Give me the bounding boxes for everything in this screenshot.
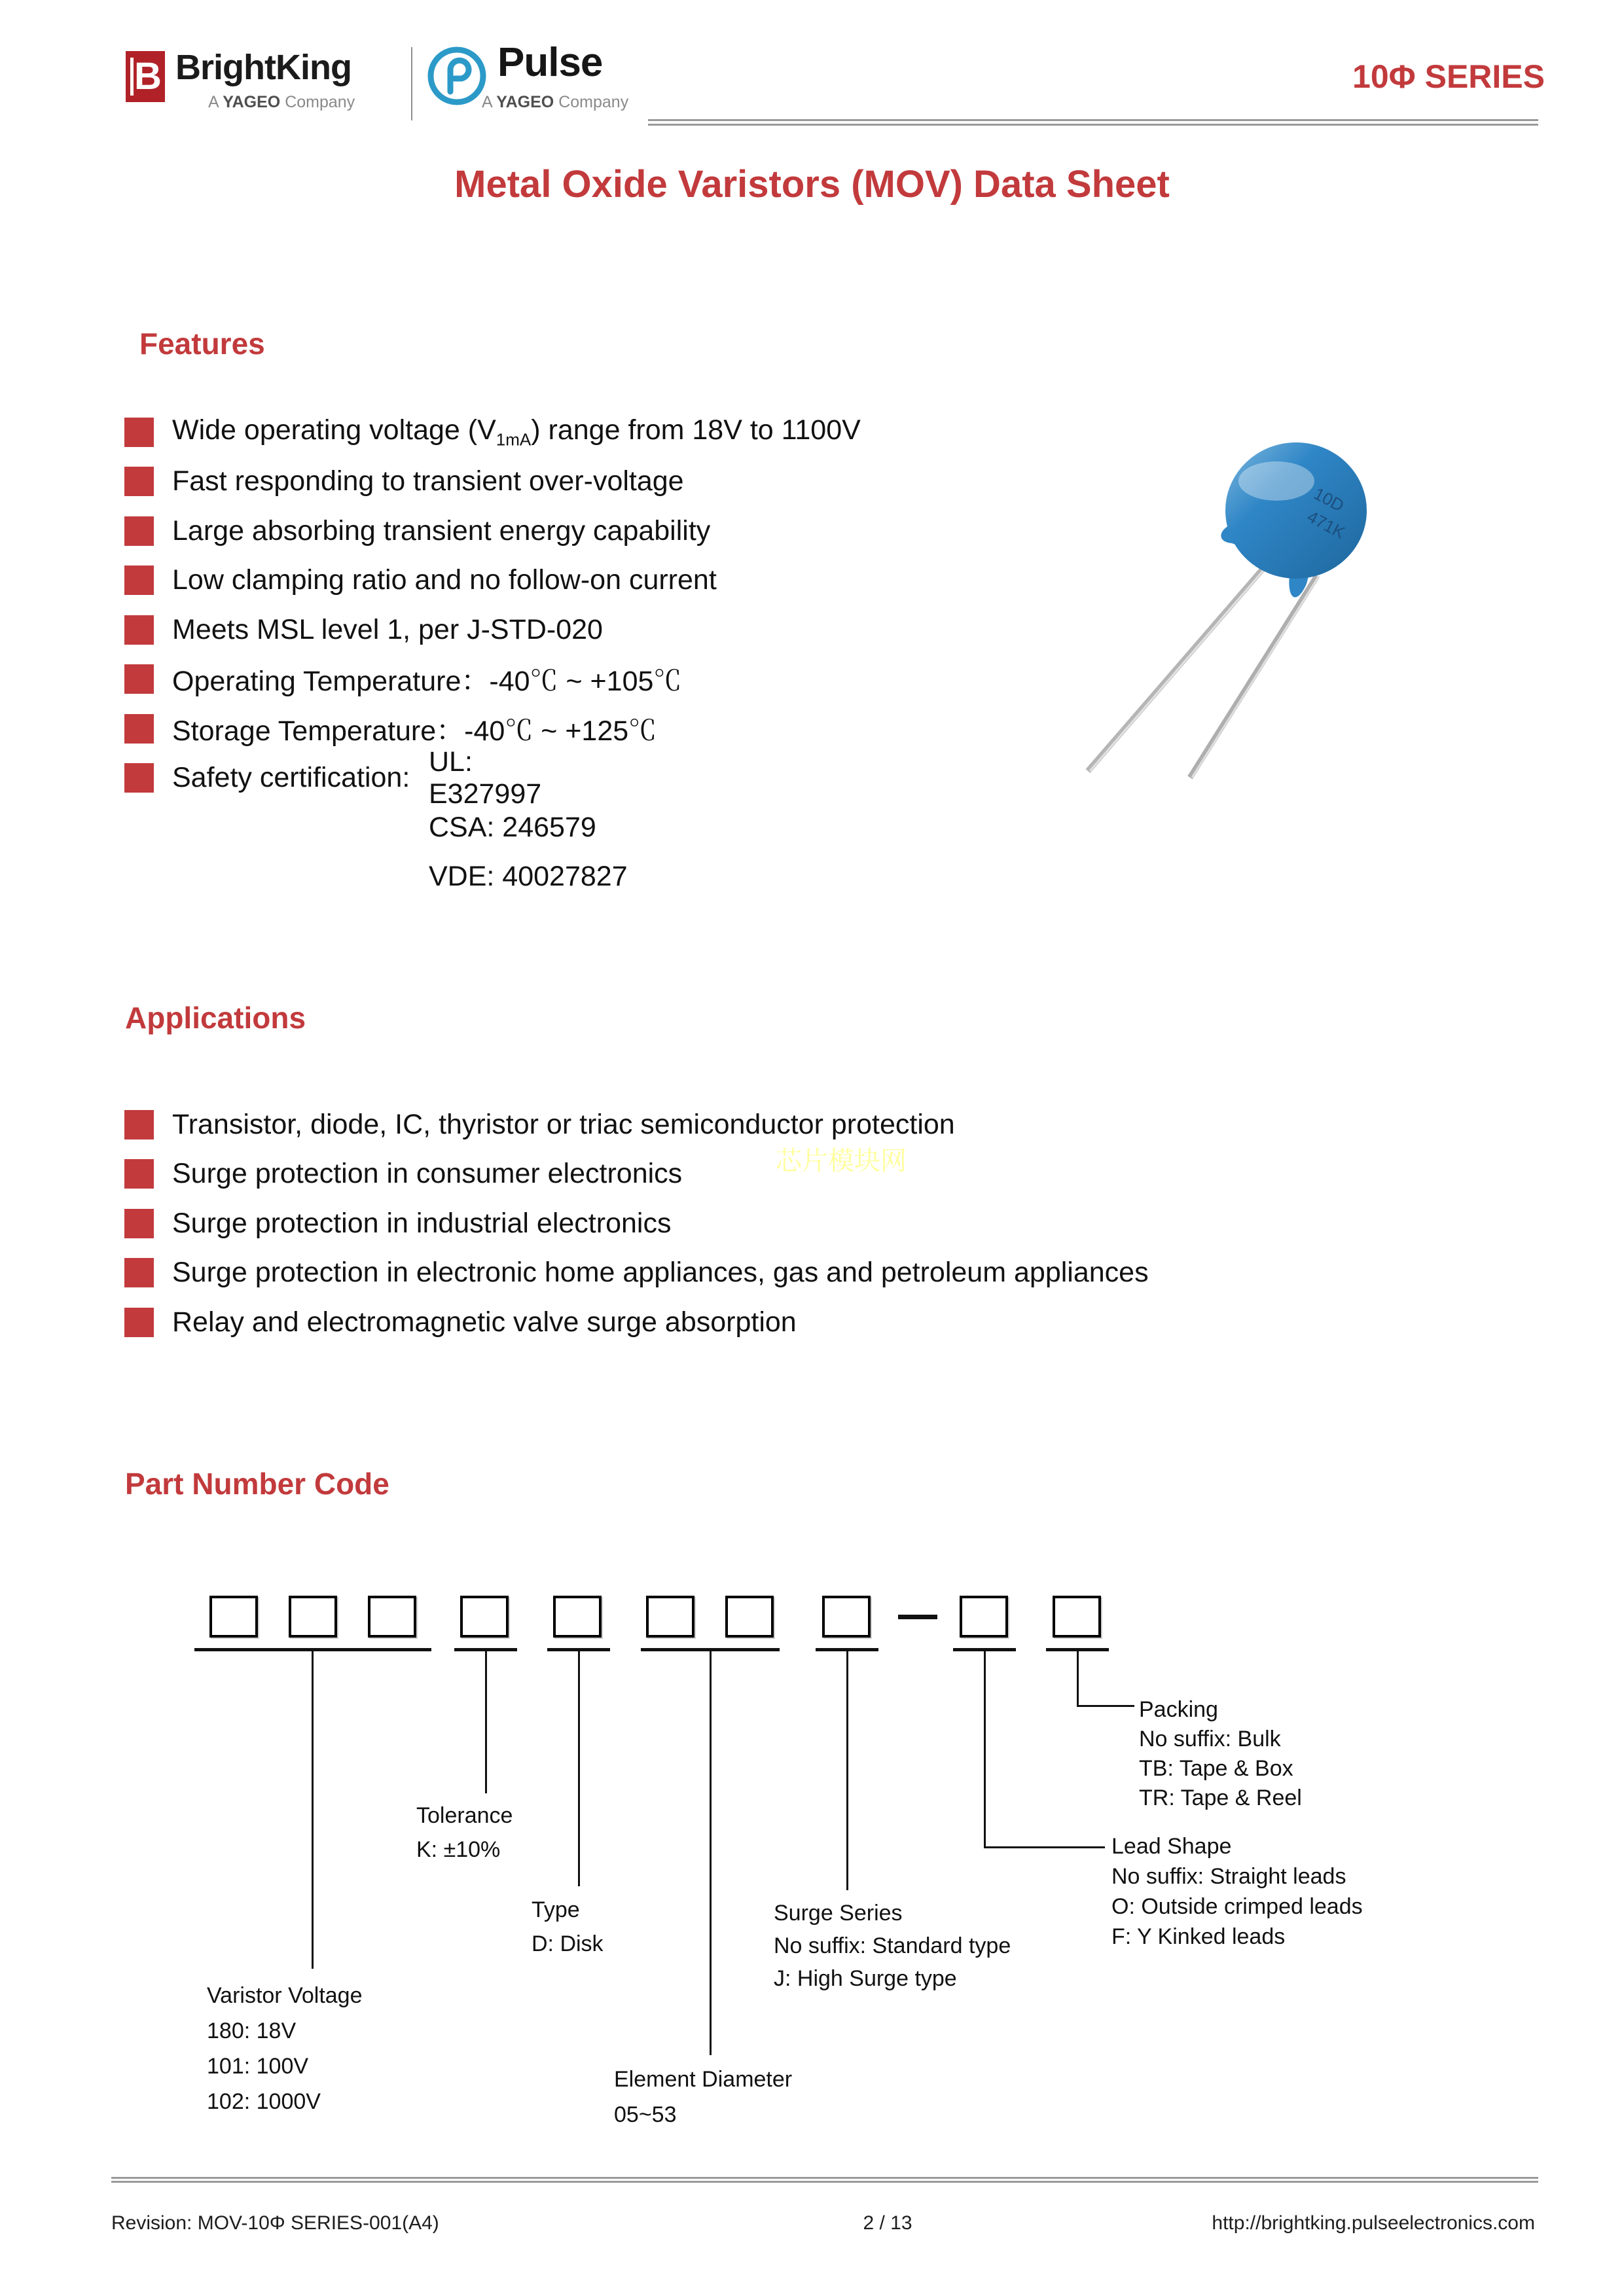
feature-item — [124, 506, 710, 556]
bullet-square-icon — [124, 763, 154, 793]
bullet-square-icon — [124, 714, 154, 744]
bullet-square-icon — [124, 516, 154, 546]
feature-text: Meets MSL level 1, per J-STD-020 — [172, 613, 603, 645]
feature-text: Low clamping ratio and no follow-on current — [172, 564, 717, 596]
feature-text: Safety certification: — [172, 762, 410, 793]
connector-line — [485, 1651, 487, 1793]
label-tolerance-line: Tolerance — [416, 1803, 513, 1828]
footer-url[interactable]: http://brightking.pulseelectronics.com — [1212, 2212, 1535, 2234]
connector-line — [710, 1651, 712, 2055]
label-element-diameter-line: Element Diameter — [614, 2067, 793, 2092]
feature-item — [124, 605, 603, 655]
label-varistor-voltage-line: 101: 100V — [207, 2054, 309, 2079]
feature-item — [124, 655, 681, 704]
connector-elbow — [1077, 1705, 1134, 1707]
label-element-diameter-line: 05~53 — [614, 2102, 677, 2127]
application-text: Surge protection in electronic home appliances, gas and petroleum appliances — [172, 1257, 1149, 1288]
certification-value: UL: E327997 — [429, 745, 542, 810]
bullet-square-icon — [124, 565, 154, 595]
header-divider — [411, 47, 412, 120]
feature-text: Storage Temperature：-40℃ ~ +125℃ — [172, 715, 657, 747]
connector-line — [312, 1651, 314, 1969]
label-surge-series-line: J: High Surge type — [774, 1966, 957, 1991]
bullet-square-icon — [124, 1209, 154, 1238]
label-lead-shape-line: F: Y Kinked leads — [1111, 1924, 1286, 1949]
part-number-digit-box — [822, 1596, 871, 1638]
tagline-pre: A — [482, 93, 497, 111]
label-packing-line: TB: Tape & Box — [1139, 1756, 1293, 1781]
label-lead-shape-line: Lead Shape — [1111, 1834, 1232, 1859]
part-number-dash — [898, 1615, 937, 1619]
label-varistor-voltage-line: Varistor Voltage — [207, 1983, 363, 2008]
label-tolerance-line: K: ±10% — [416, 1837, 501, 1862]
footer-revision: Revision: MOV-10Φ SERIES-001(A4) — [111, 2212, 439, 2234]
label-varistor-voltage-line: 180: 18V — [207, 2018, 297, 2043]
label-lead-shape-line: No suffix: Straight leads — [1111, 1864, 1346, 1889]
logo-letter: B — [134, 55, 162, 98]
feature-item — [124, 457, 684, 507]
application-text: Transistor, diode, IC, thyristor or triac semiconductor protection — [172, 1108, 955, 1140]
application-item — [124, 1149, 682, 1199]
pulse-tagline — [482, 93, 628, 112]
label-tolerance — [416, 1799, 513, 1867]
pulse-brand-name: Pulse — [497, 40, 603, 85]
label-type-line: Type — [532, 1897, 580, 1922]
part-number-digit-box — [646, 1596, 695, 1638]
application-text: Surge protection in industrial electronics — [172, 1207, 672, 1239]
bullet-square-icon — [124, 1110, 154, 1139]
label-lead-shape — [1111, 1831, 1363, 1952]
label-surge-series-line: Surge Series — [774, 1901, 903, 1926]
connector-line — [578, 1651, 580, 1886]
tagline-bold: YAGEO — [223, 93, 281, 111]
bullet-square-icon — [124, 1159, 154, 1189]
applications-heading: Applications — [125, 1001, 306, 1035]
tagline-bold: YAGEO — [496, 93, 554, 111]
feature-text: Large absorbing transient energy capability — [172, 514, 711, 547]
part-number-digit-box — [368, 1596, 416, 1638]
feature-text: Operating Temperature：-40℃ ~ +105℃ — [172, 666, 682, 697]
label-lead-shape-line: O: Outside crimped leads — [1111, 1894, 1363, 1919]
subscript: 1mA — [496, 429, 532, 450]
feature-item — [124, 745, 542, 810]
bullet-square-icon — [124, 467, 154, 496]
application-text: Relay and electromagnetic valve surge absorption — [172, 1306, 797, 1338]
label-packing-line: Packing — [1139, 1697, 1218, 1722]
label-surge-series-line: No suffix: Standard type — [774, 1933, 1011, 1958]
feature-item — [124, 556, 717, 605]
bullet-square-icon — [124, 418, 154, 447]
label-varistor-voltage-line: 102: 1000V — [207, 2089, 321, 2114]
footer-rule — [111, 2177, 1538, 2183]
bullet-square-icon — [124, 1308, 154, 1337]
header-rule — [648, 119, 1538, 126]
part-number-digit-box — [553, 1596, 602, 1638]
label-packing-line: No suffix: Bulk — [1139, 1727, 1281, 1751]
part-number-digit-box — [725, 1596, 774, 1638]
bullet-square-icon — [124, 1258, 154, 1287]
watermark-text: 芯片模块网 — [776, 1147, 907, 1175]
label-packing — [1139, 1695, 1302, 1813]
page-title: Metal Oxide Varistors (MOV) Data Sheet — [454, 163, 1170, 206]
varistor-photo — [1060, 412, 1381, 795]
svg-text:471K: 471K — [1304, 506, 1348, 543]
part-number-digit-box — [1053, 1596, 1101, 1638]
tagline-post: Company — [280, 93, 355, 111]
label-type-line: D: Disk — [532, 1931, 604, 1956]
label-varistor-voltage — [207, 1978, 363, 2119]
part-number-digit-box — [460, 1596, 509, 1638]
feature-text: Fast responding to transient over-voltage — [172, 465, 684, 497]
certification-value: VDE: 40027827 — [429, 861, 628, 892]
varistor-svg — [1060, 412, 1381, 792]
feature-item — [124, 407, 861, 457]
connector-line — [984, 1651, 986, 1848]
connector-elbow — [984, 1846, 1105, 1848]
label-surge-series — [774, 1897, 1011, 1995]
application-item — [124, 1198, 671, 1248]
pulse-icon-svg — [425, 45, 488, 107]
part-number-digit-box — [960, 1596, 1008, 1638]
application-item — [124, 1248, 1149, 1298]
label-packing-line: TR: Tape & Reel — [1139, 1785, 1302, 1810]
connector-line — [846, 1651, 848, 1890]
footer-page-number: 2 / 13 — [863, 2212, 912, 2234]
label-element-diameter — [614, 2062, 792, 2132]
label-type — [532, 1893, 604, 1961]
bullet-square-icon — [124, 615, 154, 645]
feature-text: Wide operating voltage $(V_{1mA})$ range from 18V to 1100V — [172, 414, 861, 450]
features-heading: Features — [139, 327, 265, 361]
part-number-heading: Part Number Code — [125, 1467, 389, 1501]
brightking-tagline — [208, 93, 355, 112]
brightking-logo-icon — [126, 51, 165, 102]
part-number-digit-box — [289, 1596, 337, 1638]
logo-bar — [130, 58, 134, 96]
brightking-brand-name: BrightKing — [175, 48, 352, 87]
tagline-post: Company — [554, 93, 629, 111]
part-number-digit-box — [209, 1596, 258, 1638]
certification-value: CSA: 246579 — [429, 811, 596, 843]
bullet-square-icon — [124, 664, 154, 694]
feature-item — [124, 704, 657, 753]
tagline-pre: A — [208, 93, 223, 111]
application-text: Surge protection in consumer electronics — [172, 1158, 683, 1189]
pulse-logo-icon — [425, 45, 488, 111]
application-item — [124, 1297, 797, 1347]
connector-line — [1077, 1651, 1079, 1707]
svg-text:10D: 10D — [1310, 483, 1348, 516]
series-label: 10Φ SERIES — [1352, 58, 1545, 95]
